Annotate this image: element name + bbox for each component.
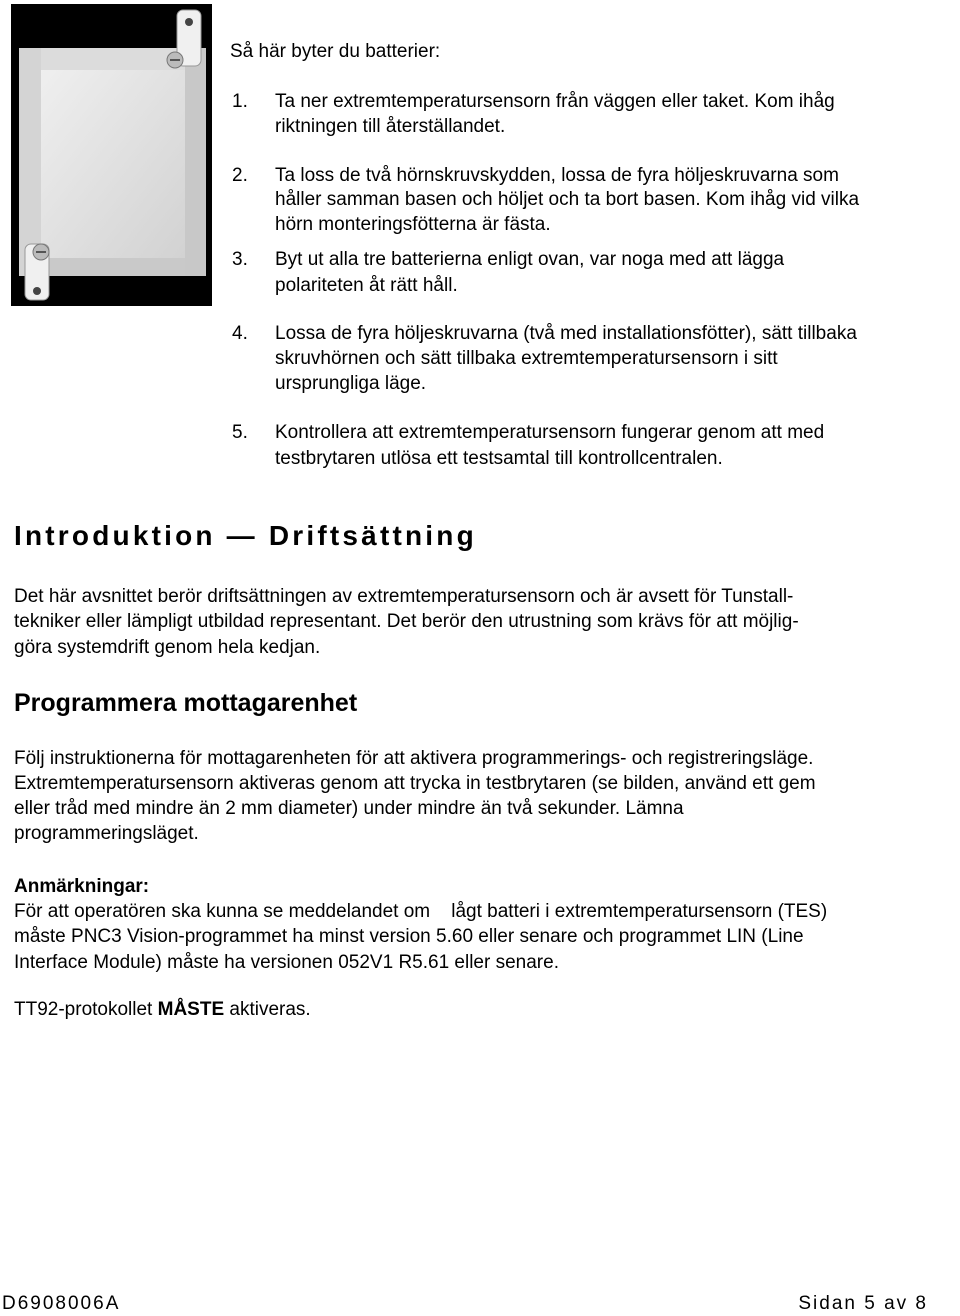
paragraph-line: Det här avsnittet berör driftsättningen av extremtemperatursensorn och är avsett för Tunstall- [14, 586, 794, 607]
program-heading: Programmera mottagarenhet [14, 689, 358, 717]
step-line: skruvhörnen och sätt tillbaka extremtemperatursensorn i sitt [275, 348, 778, 369]
notes-heading: Anmärkningar: [14, 876, 150, 897]
paragraph-line: Interface Module) måste ha versionen 052V1 R5.61 eller senare. [14, 952, 559, 973]
paragraph-line: göra systemdrift genom hela kedjan. [14, 637, 321, 658]
paragraph-line: För att operatören ska kunna se meddelandet om lågt batteri i extremtemperatursensorn (TES) [14, 901, 828, 922]
step-number: 2. [232, 165, 248, 186]
intro-heading: Introduktion — Driftsättning [14, 520, 477, 551]
tt92-emphasis: MÅSTE [157, 999, 225, 1020]
step-number: 3. [232, 249, 248, 270]
paragraph-line: tekniker eller lämpligt utbildad representant. Det berör den utrustning som krävs för att möjlig- [14, 611, 799, 632]
step-line: håller samman basen och höljet och ta bort basen. Kom ihåg vid vilka [275, 189, 860, 210]
step-line: testbrytaren utlösa ett testsamtal till kontrollcentralen. [275, 448, 723, 469]
sensor-photo [11, 4, 212, 306]
step-line: hörn monteringsfötterna är fästa. [275, 214, 551, 235]
step-number: 4. [232, 323, 248, 344]
paragraph-line: programmeringsläget. [14, 823, 199, 844]
step-line: Ta ner extremtemperatursensorn från väggen eller taket. Kom ihåg [275, 91, 835, 112]
paragraph-line: Extremtemperatursensorn aktiveras genom att trycka in testbrytaren (se bilden, använd ett gem [14, 773, 816, 794]
step-number: 5. [232, 422, 248, 443]
step-line: polariteten åt rätt håll. [275, 275, 458, 296]
tt92-text: aktiveras. [224, 999, 311, 1020]
document-id: D6908006A [2, 1293, 121, 1314]
tt92-text: TT92-protokollet [14, 999, 158, 1020]
step-line: Kontrollera att extremtemperatursensorn fungerar genom att med [275, 422, 825, 443]
battery-heading: Så här byter du batterier: [230, 41, 441, 62]
step-line: ursprungliga läge. [275, 373, 427, 394]
paragraph-line: måste PNC3 Vision-programmet ha minst version 5.60 eller senare och programmet LIN (Line [14, 926, 804, 947]
tt92-note [14, 997, 311, 1022]
page-number: Sidan 5 av 8 [798, 1293, 928, 1314]
sensor-enclosure-icon [11, 4, 212, 306]
step-line: Ta loss de två hörnskruvskydden, lossa de fyra höljeskruvarna som [275, 165, 839, 186]
step-line: riktningen till återställandet. [275, 116, 506, 137]
paragraph-line: Följ instruktionerna för mottagarenheten för att aktivera programmerings- och registreringsläge. [14, 748, 814, 769]
step-line: Byt ut alla tre batterierna enligt ovan, var noga med att lägga [275, 249, 785, 270]
step-number: 1. [232, 91, 248, 112]
paragraph-line: eller tråd med mindre än 2 mm diameter) under mindre än två sekunder. Lämna [14, 798, 684, 819]
step-line: Lossa de fyra höljeskruvarna (två med installationsfötter), sätt tillbaka [275, 323, 857, 344]
